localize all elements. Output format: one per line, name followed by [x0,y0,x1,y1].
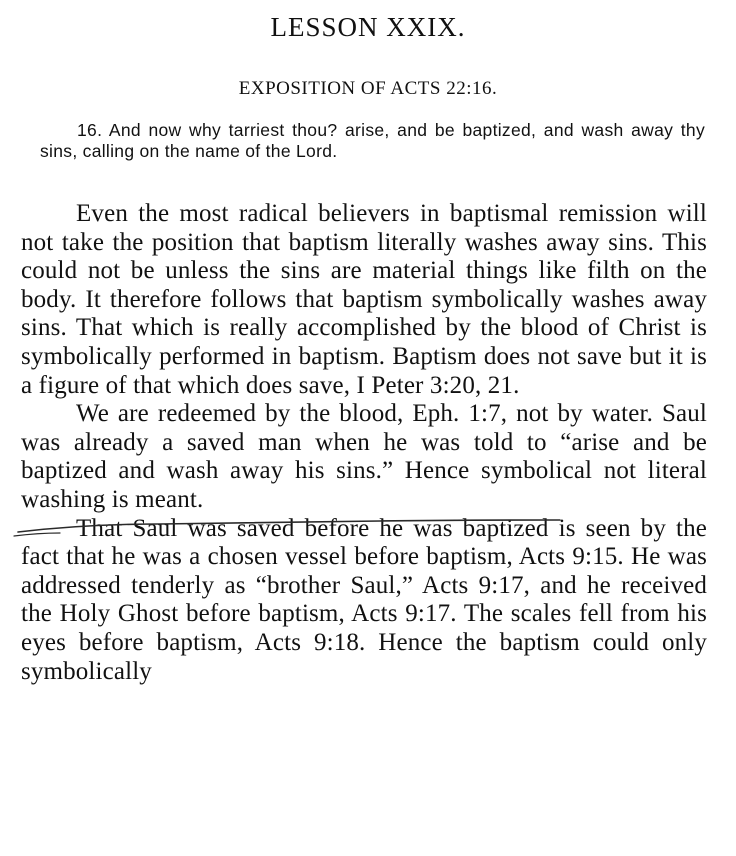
paragraph-3: That Saul was saved before he was baptized is seen by the fact that he was a chosen vessel before baptism, Acts 9:15. He was addressed tenderly as “brother Saul,” Acts 9:17, and he received the Holy Ghost before baptism, Acts 9:17. The scales fell from his eyes before baptism, Acts 9:18. Hence the baptism could only symbolically [21,514,707,685]
paragraph-1: Even the most radical believers in baptismal remission will not take the position that baptism literally washes away sins. This could not be unless the sins are material things like filth on the body. It therefore follows that baptism symbolically washes away sins. That which is really accomplished by the blood of Christ is symbolically performed in baptism. Baptism does not save but it is a figure of that which does save, I Peter 3:20, 21. [21,200,707,399]
body-text [21,200,707,686]
section-heading: EXPOSITION OF ACTS 22:16. [238,78,498,99]
paragraph-2: We are redeemed by the blood, Eph. 1:7, not by water. Saul was already a saved man when he was told to “arise and be baptized and wash away his sins.” Hence symbolical not literal washing is meant. [21,400,707,513]
scripture-verse: 16. And now why tarriest thou? arise, and be baptized, and wash away thy sins, calling on the name of the Lord. [40,120,705,161]
lesson-title: LESSON XXIX. [270,12,466,42]
